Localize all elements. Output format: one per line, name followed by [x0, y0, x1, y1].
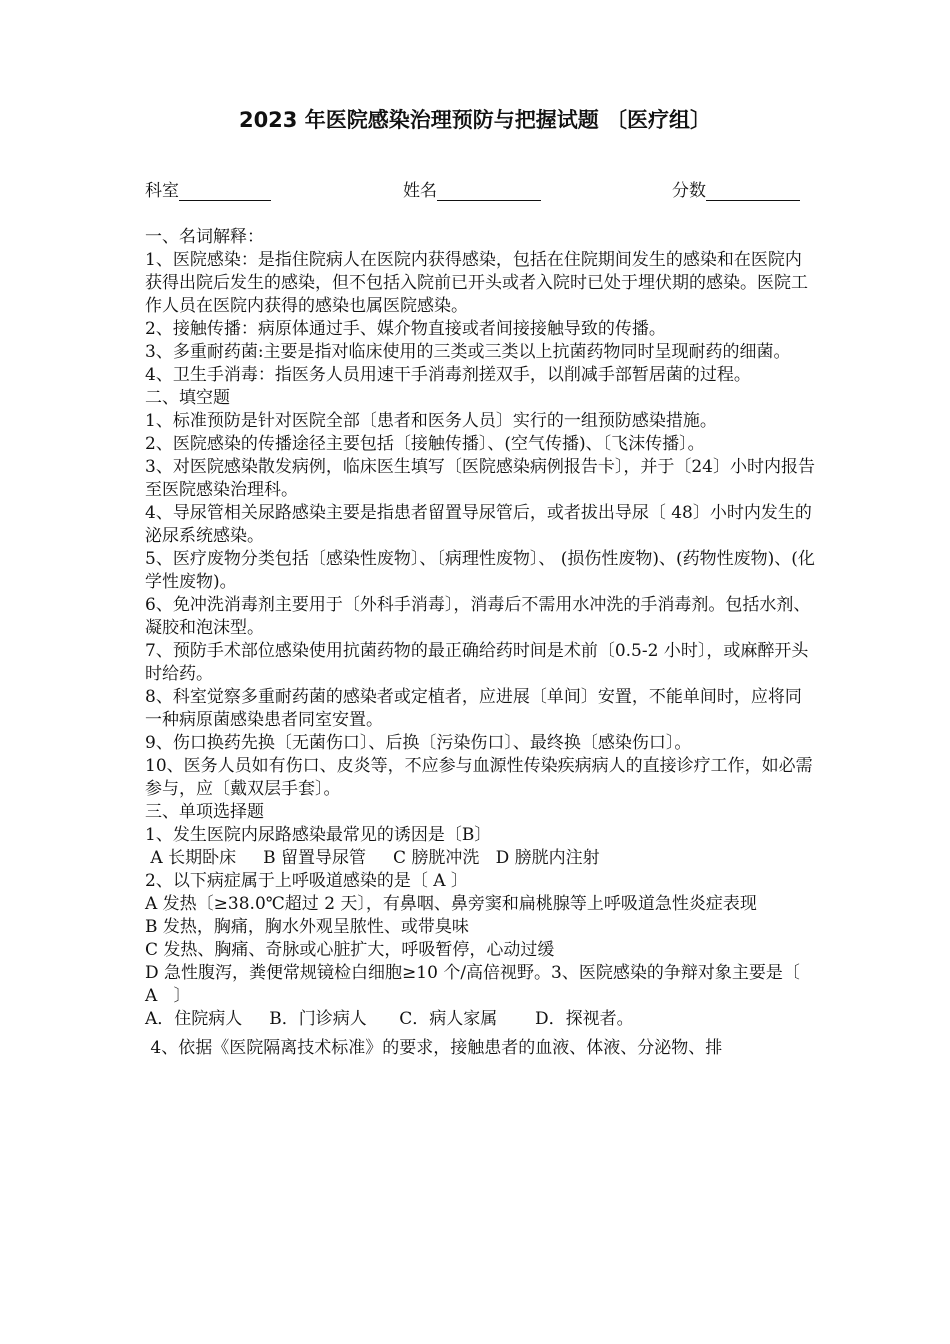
paragraph: 10、医务人员如有伤口、皮炎等，不应参与血源性传染疾病病人的直接诊疗工作，如必需参与，应〔戴双层手套〕。 [145, 756, 813, 799]
department-blank[interactable] [179, 182, 271, 201]
question: 2、以下病症属于上呼吸道感染的是〔 A 〕 [145, 871, 468, 891]
name-blank[interactable] [437, 182, 541, 201]
department-field [145, 176, 271, 201]
score-blank[interactable] [706, 182, 800, 201]
answer-option: B 发热，胸痛，胸水外观呈脓性、或带臭味 [145, 917, 469, 937]
field-label: 分数 [672, 181, 706, 201]
header-fields [145, 176, 825, 200]
question: 1、发生医院内尿路感染最常见的诱因是〔B〕 [145, 825, 492, 845]
score-field [672, 176, 800, 201]
field-label: 科室 [145, 181, 179, 201]
paragraph: 7、预防手术部位感染使用抗菌药物的最正确给药时间是术前〔0.5-2 小时〕，或麻醉开头时给药。 [145, 641, 809, 684]
paragraph: 6、免冲洗消毒剂主要用于〔外科手消毒〕，消毒后不需用水冲洗的手消毒剂。包括水剂、凝胶和泡沫型。 [145, 595, 811, 638]
document-body [145, 226, 815, 1060]
section-heading: 一、名词解释： [145, 227, 264, 247]
answer-options: A 长期卧床 B 留置导尿管 C 膀胱冲洗 D 膀胱内注射 [145, 848, 600, 868]
paragraph: 5、医疗废物分类包括〔感染性废物〕、〔病理性废物〕、 (损伤性废物)、(药物性废物)、(化学性废物)。 [145, 549, 815, 592]
answer-option: C 发热、胸痛、奇脉或心脏扩大，呼吸暂停，心动过缓 [145, 940, 555, 960]
paragraph: 1、标准预防是针对医院全部〔患者和医务人员〕实行的一组预防感染措施。 [145, 411, 717, 431]
paragraph: 2、医院感染的传播途径主要包括〔接触传播〕、(空气传播)、〔飞沫传播〕。 [145, 434, 705, 454]
page-title: 2023 年医院感染治理预防与把握试题 〔医疗组〕 [238, 108, 712, 132]
paragraph: 3、对医院感染散发病例，临床医生填写〔医院感染病例报告卡〕，并于〔24〕小时内报告至医院感染治理科。 [145, 457, 815, 500]
section-heading: 三、单项选择题 [145, 802, 264, 822]
paragraph: 4、导尿管相关尿路感染主要是指患者留置导尿管后，或者拔出导尿〔 48〕小时内发生的泌尿系统感染。 [145, 503, 812, 546]
answer-options: A．住院病人 B．门诊病人 C．病人家属 D．探视者。 [145, 1009, 634, 1029]
field-label: 姓名 [403, 181, 437, 201]
paragraph: 9、伤口换药先换〔无菌伤口〕、后换〔污染伤口〕、最终换〔感染伤口〕。 [145, 733, 692, 753]
paragraph: 8、科室觉察多重耐药菌的感染者或定植者，应进展〔单间〕安置，不能单间时，应将同一种病原菌感染患者同室安置。 [145, 687, 802, 730]
paragraph: 1、医院感染：是指住院病人在医院内获得感染，包括在住院期间发生的感染和在医院内获得出院后发生的感染，但不包括入院前已开头或者入院时已处于埋伏期的感染。医院工作人员在医院内获得的感染也属医院感染。 [145, 250, 808, 316]
answer-option: A 发热〔≥38.0℃超过 2 天〕，有鼻咽、鼻旁窦和扁桃腺等上呼吸道急性炎症表现 [145, 894, 757, 914]
question: 4、依据《医院隔离技术标准》的要求，接触患者的血液、体液、分泌物、排 [145, 1038, 723, 1058]
paragraph: 4、卫生手消毒：指医务人员用速干手消毒剂搓双手，以削减手部暂居菌的过程。 [145, 365, 751, 385]
section-heading: 二、填空题 [145, 388, 230, 408]
answer-option: D 急性腹泻，粪便常规镜检白细胞≥10 个/高倍视野。3、医院感染的争辩对象主要是〔 A 〕 [145, 963, 811, 1006]
paragraph: 2、接触传播：病原体通过手、媒介物直接或者间接接触导致的传播。 [145, 319, 666, 339]
name-field [403, 176, 541, 201]
paragraph: 3、多重耐药菌:主要是指对临床使用的三类或三类以上抗菌药物同时呈现耐药的细菌。 [145, 342, 791, 362]
